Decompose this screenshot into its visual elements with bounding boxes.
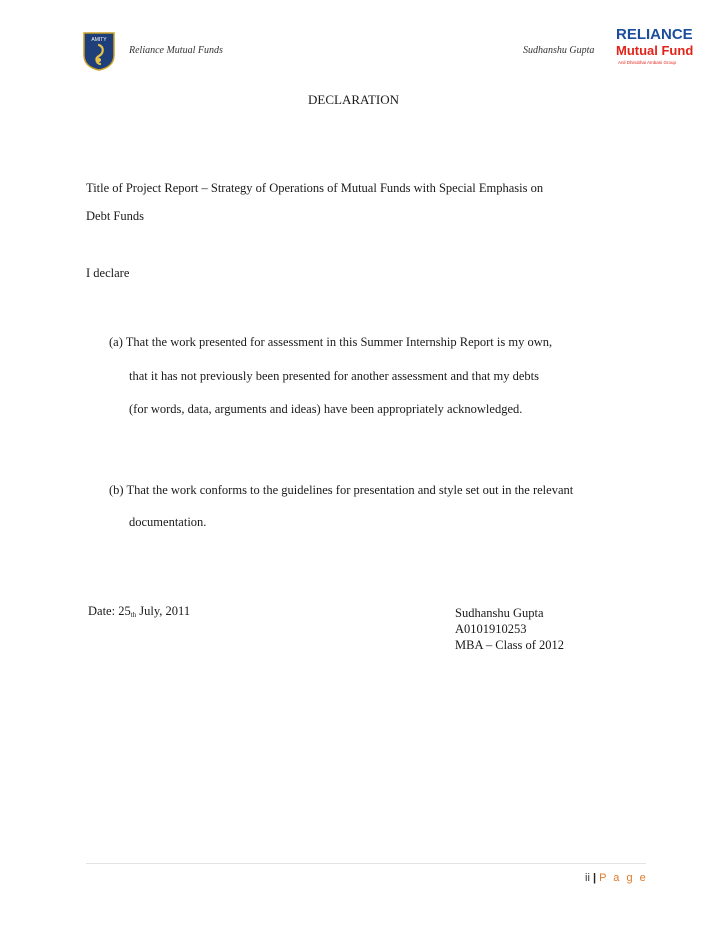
project-title-line2: Debt Funds — [86, 209, 144, 223]
date-suffix: July, 2011 — [136, 604, 191, 618]
signature-program: MBA – Class of 2012 — [455, 638, 565, 652]
date-line — [88, 604, 190, 619]
declare-text: I declare — [86, 266, 130, 280]
signature-name: Sudhanshu Gupta — [455, 606, 544, 620]
date-ordinal: th — [130, 611, 137, 619]
date-prefix: Date: 25 — [88, 604, 131, 618]
header-left-text: Reliance Mutual Funds — [129, 45, 223, 56]
page-title: DECLARATION — [308, 92, 399, 107]
footer-divider — [86, 863, 646, 864]
page-number: ii — [585, 872, 590, 884]
project-title-line1: Title of Project Report – Strategy of Operations of Mutual Funds with Special Emphasis on — [86, 181, 544, 195]
reliance-logo-line1: RELIANCE — [616, 26, 693, 43]
footer-separator: | — [592, 872, 597, 884]
reliance-mutual-fund-logo — [612, 22, 708, 74]
item-a-line1: (a) That the work presented for assessment in this Summer Internship Report is my own, — [109, 335, 553, 349]
item-a-line2: that it has not previously been presented for another assessment and that my debts — [129, 369, 539, 383]
item-b-line2: documentation. — [129, 515, 207, 529]
reliance-logo-line2: Mutual Fund — [616, 43, 694, 58]
signature-id: A0101910253 — [455, 622, 527, 636]
page-footer — [585, 872, 648, 884]
reliance-logo-line3: Anil Dhirubhai Ambani Group — [618, 60, 677, 65]
amity-logo-text: AMITY — [91, 37, 107, 43]
amity-logo — [82, 31, 116, 71]
item-a-line3: (for words, data, arguments and ideas) have been appropriately acknowledged. — [129, 402, 523, 416]
item-b-line1: (b) That the work conforms to the guidelines for presentation and style set out in the relevant — [109, 483, 574, 497]
page-label: P a g e — [599, 872, 648, 884]
header-right-text: Sudhanshu Gupta — [523, 45, 595, 56]
